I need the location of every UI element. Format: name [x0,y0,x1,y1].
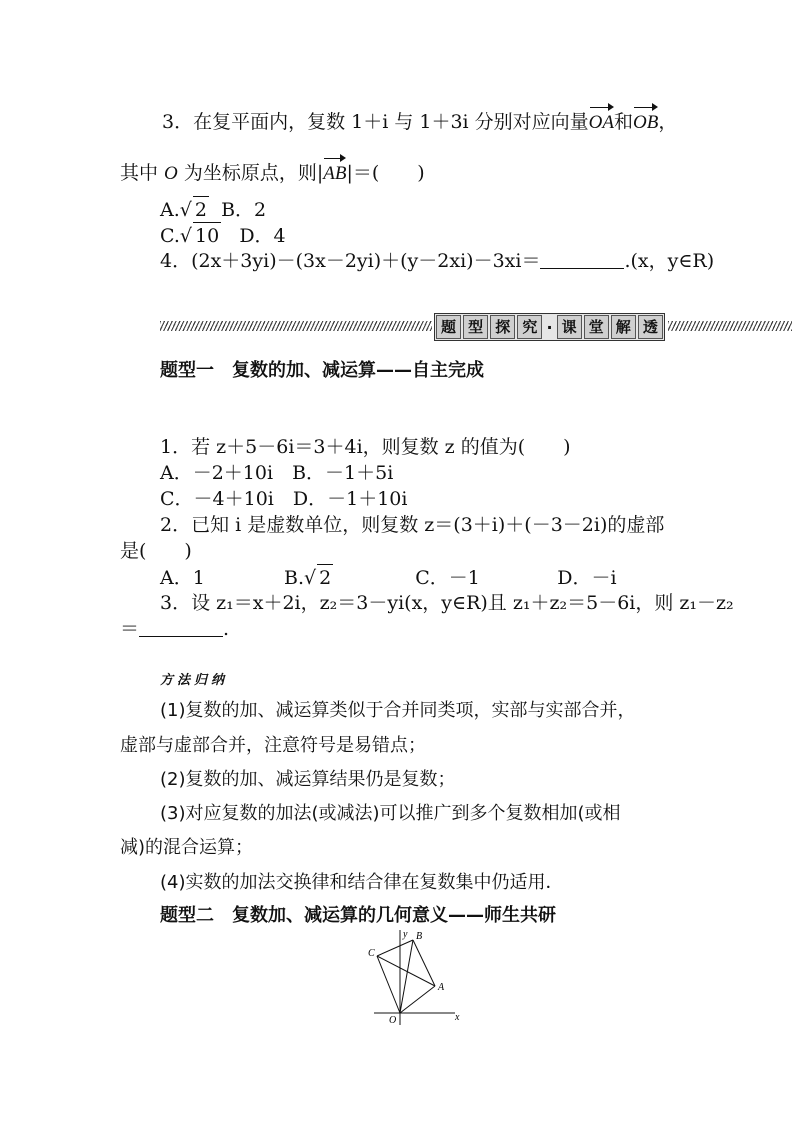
type1-q2-line1: 2．已知 i 是虚数单位，则复数 z＝(3＋i)＋(－3－2i)的虚部 [160,514,665,536]
q4-text: 4．(2x＋3yi)－(3x－2yi)＋(y－2xi)－3xi＝ [160,250,541,272]
vector-ab: AB [323,157,346,187]
segment-cb [377,940,413,956]
q3-text: 3．在复平面内，复数 1＋i 与 1＋3i 分别对应向量 [162,111,589,133]
option-a-radicand: 2 [193,196,209,223]
label-b: B [416,931,423,942]
q2-option-b-radicand: 2 [317,564,333,591]
option-a-label: A. [160,199,180,221]
option-b: B．2 [221,199,267,221]
q2-option-c: C．－1 [415,567,480,589]
method-p3b: 减)的混合运算； [120,837,254,858]
segment-oc [377,956,400,1013]
banner-char: 堂 [584,315,609,339]
type1-q3-line2 [120,616,229,642]
method-p4: (4)实数的加法交换律和结合律在复数集中仍适用． [160,872,564,893]
banner-char: 课 [557,315,582,339]
q3-period: . [223,618,230,640]
type1-q3-answer-blank[interactable] [139,618,223,637]
q3-line2-a: 其中 [120,162,165,184]
method-p3a: (3)对应复数的加法(或减法)可以推广到多个复数相加(或相 [160,803,621,824]
q4-answer-blank[interactable] [540,250,624,269]
label-c: C [368,948,375,959]
label-a: A [438,982,445,993]
banner-char: 型 [463,315,488,339]
banner-stripe-left [160,321,432,331]
q4-tail: .(x，y∈R) [624,250,715,272]
banner-char: 解 [611,315,636,339]
method-p1b: 虚部与虚部合并，注意符号是易错点； [120,735,426,756]
segment-ob [400,940,413,1013]
q3-line2-c: |＝( ) [346,162,425,184]
q2-option-a: A．1 [160,567,205,589]
type1-q1-options-cd: C．－4＋10i D．－1＋10i [160,488,408,510]
banner-stripe-right [668,321,792,331]
origin-o: O [164,163,178,184]
comma: ， [658,111,678,133]
geometry-figure [360,928,470,1028]
segment-ao [400,986,435,1013]
banner-dot: · [546,317,553,337]
q3-options-ab: A.√ 2 B．2 [160,196,266,223]
type1-q1: 1．若 z＋5－6i＝3＋4i，则复数 z 的值为( ) [160,436,571,458]
option-d: D．4 [239,225,286,247]
banner-char: 探 [490,315,515,339]
q3-line-2 [120,157,425,187]
q2-option-b-label: B. [284,567,305,589]
type1-q2-line2: 是( ) [120,540,192,562]
banner-char: 透 [638,315,663,339]
banner-box [434,313,665,341]
type2-title: 题型二 复数加、减运算的几何意义——师生共研 [160,905,556,926]
q2-option-d: D．－i [557,567,617,589]
option-c-radicand: 10 [193,222,221,249]
label-o: O [389,1015,397,1026]
vector-ob: OB [633,106,658,136]
conj-and: 和 [614,111,634,133]
type1-q2-options: A．1 B.√ 2 C．－1 D．－i [160,564,617,591]
segment-ba [413,940,435,986]
type1-q3-line1: 3．设 z₁＝x＋2i，z₂＝3－yi(x，y∈R)且 z₁＋z₂＝5－6i，则 z₁－z₂ [160,592,734,614]
banner-char: 题 [436,315,461,339]
q3-options-cd: C.√ 10 D．4 [160,222,286,249]
vector-oa: OA [589,106,614,136]
label-x: x [455,1012,460,1023]
option-c-label: C. [160,225,180,247]
q3-line-1 [162,106,677,136]
method-p2: (2)复数的加、减运算结果仍是复数； [160,769,456,790]
q4-line [160,248,714,274]
method-p1a: (1)复数的加、减运算类似于合并同类项，实部与实部合并， [160,700,636,721]
banner-char: 究 [517,315,542,339]
type1-q1-options-ab: A．－2＋10i B．－1＋5i [160,462,394,484]
method-title: 方法归纳 [160,673,229,688]
q3-equals: ＝ [120,618,140,640]
label-y: y [403,929,408,940]
type1-title: 题型一 复数的加、减运算——自主完成 [160,360,484,381]
q3-line2-b: 为坐标原点，则| [177,162,324,184]
